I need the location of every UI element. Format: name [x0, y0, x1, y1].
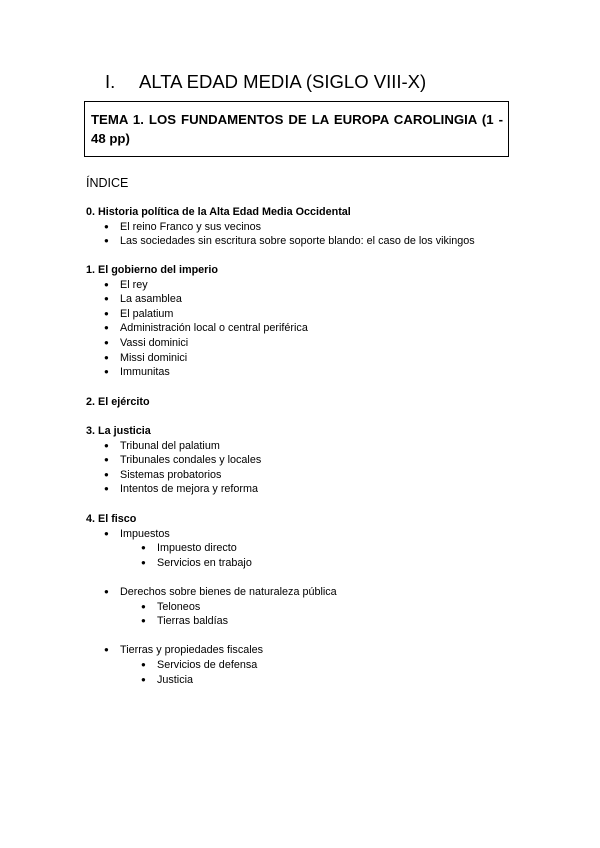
bullet-icon: ● — [104, 484, 109, 494]
bullet-icon: ● — [104, 455, 109, 465]
section-4 — [86, 512, 546, 687]
section-heading: 3. La justicia — [86, 425, 151, 437]
bullet-icon: ● — [141, 659, 146, 669]
section-heading: 2. El ejército — [86, 396, 150, 408]
bullet-icon: ● — [104, 645, 109, 655]
sub-list-item: ● Impuesto directo — [141, 542, 237, 555]
list-item: ● El palatium — [104, 307, 174, 320]
list-item: ● Vassi dominici — [104, 336, 189, 349]
list-item: ● Tribunales condales y locales — [104, 454, 262, 467]
list-item: ● El reino Franco y sus vecinos — [104, 220, 262, 233]
bullet-icon: ● — [104, 469, 109, 479]
list-item: ● Las sociedades sin escritura sobre soporte blando: el caso de los vikingos — [104, 235, 475, 248]
bullet-icon: ● — [104, 221, 109, 231]
list-item: ● La asamblea — [104, 293, 182, 306]
section-item-list — [86, 527, 546, 688]
sub-list-item: ● Servicios en trabajo — [141, 556, 252, 569]
sub-list-item: ● Servicios de defensa — [141, 658, 258, 671]
list-item: ● El rey — [104, 278, 148, 291]
bullet-icon: ● — [141, 616, 146, 626]
bullet-icon: ● — [104, 528, 109, 538]
bullet-icon: ● — [141, 543, 146, 553]
list-item: ● Sistemas probatorios — [104, 468, 222, 481]
sub-item-list — [86, 541, 546, 570]
chapter-title-text: ALTA EDAD MEDIA (SIGLO VIII-X) — [139, 71, 427, 92]
bullet-icon: ● — [141, 674, 146, 684]
section-item-list — [86, 220, 546, 249]
list-item: ● Tierras y propiedades fiscales ● Servicios de defensa ● Justicia — [86, 643, 546, 687]
section-heading: 1. El gobierno del imperio — [86, 264, 218, 276]
bullet-icon: ● — [104, 323, 109, 333]
list-item: ● Derechos sobre bienes de naturaleza pública ● Teloneos ● Tierras baldías — [86, 585, 546, 629]
sub-item-list — [86, 658, 546, 687]
section-0 — [86, 205, 546, 249]
list-item: ● Intentos de mejora y reforma — [104, 483, 259, 496]
sub-list-item: ● Tierras baldías — [141, 615, 229, 628]
bullet-icon: ● — [104, 294, 109, 304]
sub-list-item: ● Justicia — [141, 673, 194, 686]
bullet-icon: ● — [104, 308, 109, 318]
chapter-number: I. — [105, 71, 116, 92]
bullet-icon: ● — [104, 352, 109, 362]
list-item: ● Tribunal del palatium — [104, 439, 220, 452]
section-item-list — [86, 278, 546, 380]
topic-title-box — [84, 101, 509, 157]
bullet-icon: ● — [141, 601, 146, 611]
index-title: ÍNDICE — [86, 176, 129, 190]
list-item: ● Missi dominici — [104, 351, 188, 364]
bullet-icon: ● — [104, 337, 109, 347]
section-heading: 4. El fisco — [86, 513, 137, 525]
list-item: ● Impuestos ● Impuesto directo ● Servicios en trabajo — [86, 527, 546, 571]
bullet-icon: ● — [104, 586, 109, 596]
bullet-icon: ● — [104, 236, 109, 246]
section-2 — [86, 395, 546, 410]
sub-list-item: ● Teloneos — [141, 600, 201, 613]
bullet-icon: ● — [104, 367, 109, 377]
sub-item-list — [86, 600, 546, 629]
section-item-list — [86, 439, 546, 497]
section-1 — [86, 263, 546, 380]
section-3 — [86, 424, 546, 497]
topic-title: TEMA 1. LOS FUNDAMENTOS DE LA EUROPA CAROLINGIA (1 - 48 pp) — [91, 112, 503, 146]
bullet-icon: ● — [104, 279, 109, 289]
section-heading: 0. Historia política de la Alta Edad Media Occidental — [86, 206, 351, 218]
bullet-icon: ● — [141, 557, 146, 567]
list-item: ● Administración local o central periférica — [104, 322, 308, 335]
bullet-icon: ● — [104, 440, 109, 450]
chapter-title — [105, 71, 426, 93]
list-item: ● Immunitas — [104, 366, 170, 379]
